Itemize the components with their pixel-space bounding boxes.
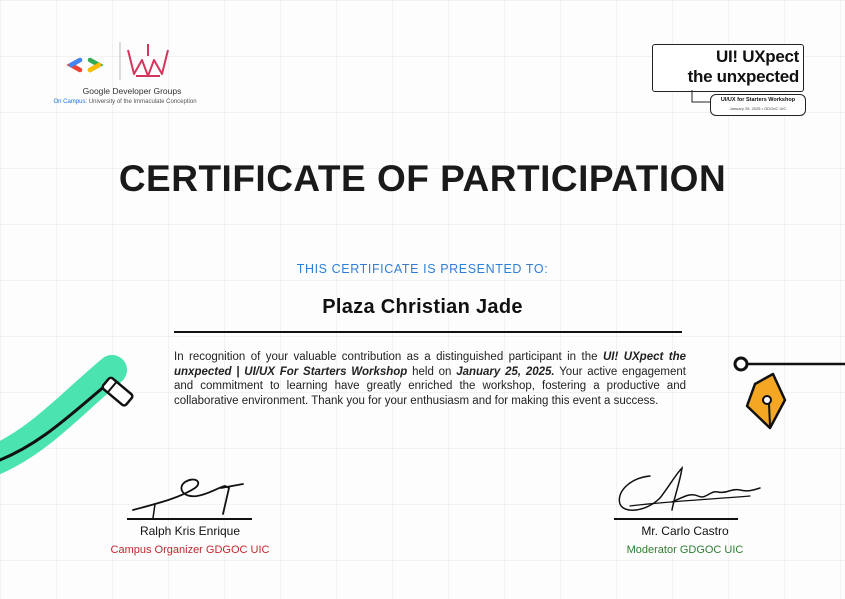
campus-name: University of the Immaculate Conception <box>88 99 197 105</box>
badge-line-2: the unxpected <box>687 67 799 86</box>
left-signatory-name: Ralph Kris Enrique <box>139 524 241 538</box>
badge-connector <box>690 90 712 106</box>
right-signatory-name: Mr. Carlo Castro <box>641 524 729 538</box>
recipient-name: Plaza Christian Jade <box>322 296 523 318</box>
fountain-pen-icon <box>747 374 785 428</box>
presented-to-label: THIS CERTIFICATE IS PRESENTED TO: <box>296 262 549 276</box>
brush-stroke-decoration <box>0 350 150 490</box>
badge-pill-title: UI/UX for Starters Workshop <box>720 97 796 103</box>
body-text-2: held on <box>407 365 457 378</box>
uic-crown-icon <box>128 44 168 76</box>
badge-line-1: UI! UXpect <box>716 47 799 66</box>
event-badge <box>652 44 807 116</box>
left-signatory-role: Campus Organizer GDGOC UIC <box>110 544 270 556</box>
right-signatory-role: Moderator GDGOC UIC <box>626 544 744 556</box>
body-text-1: In recognition of your valuable contribution as a distinguished participant in the <box>174 351 603 363</box>
pen-node-decoration <box>725 350 845 440</box>
body-text-3: Your active engagement and commitment to learning have greatly enriched the workshop, fostering a productive and collaborative environment. Thank you for your enthusiasm and for making this event a success. <box>174 365 686 407</box>
event-date: January 25, 2025. <box>456 365 555 378</box>
certificate-title: CERTIFICATE OF PARTICIPATION <box>118 158 727 199</box>
recipient-underline <box>174 331 682 333</box>
gdg-brackets-icon <box>71 60 99 70</box>
right-signature-line <box>614 518 738 520</box>
event-name: UI! UXpect the unxpected | UI/UX For Starters Workshop <box>174 351 686 378</box>
campus-prefix: On Campus <box>53 99 86 105</box>
badge-box <box>652 44 804 92</box>
left-signature <box>125 474 265 520</box>
certificate-body <box>174 350 686 408</box>
badge-pill-subtitle: January 25, 2025 • GDGoC UIC <box>729 106 787 111</box>
right-signature <box>610 462 770 522</box>
org-name: Google Developer Groups <box>82 86 182 96</box>
left-signature-line <box>127 518 252 520</box>
badge-pill <box>710 94 806 116</box>
campus-line: On Campus: University of the Immaculate Conception <box>53 99 197 105</box>
marker-pen-icon <box>102 377 134 407</box>
